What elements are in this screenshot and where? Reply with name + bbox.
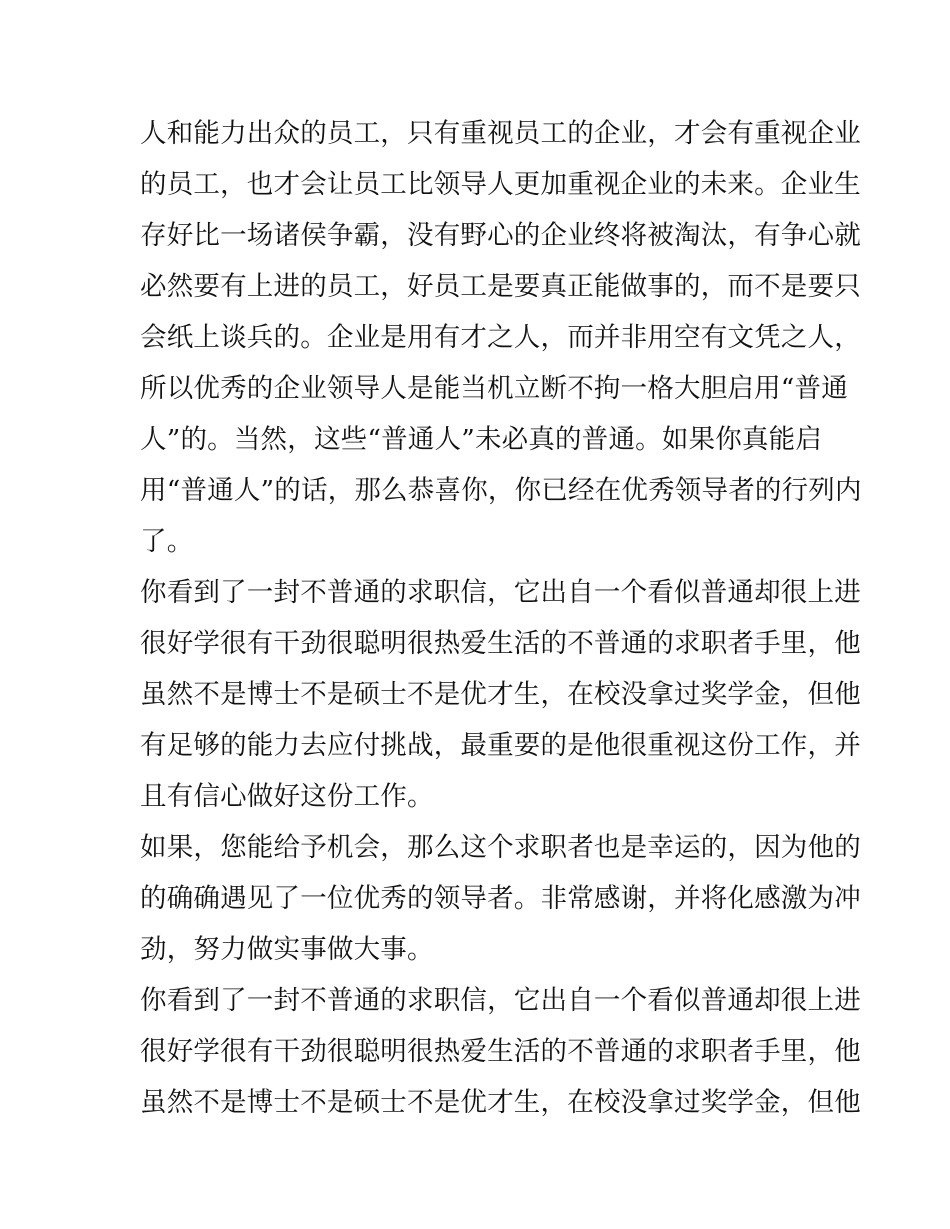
text-line: 你看到了一封不普通的求职信，它出自一个看似普通却很上进 (140, 985, 861, 1016)
text-line: 必然要有上进的员工，好员工是要真正能做事的，而不是要只 (140, 271, 861, 302)
text-line: 人和能力出众的员工，只有重视员工的企业，才会有重视企业 (140, 118, 861, 149)
text-line: 的确确遇见了一位优秀的领导者。非常感谢，并将化感激为冲 (140, 883, 861, 914)
text-line: 虽然不是博士不是硕士不是优才生，在校没拿过奖学金，但他 (140, 1087, 861, 1118)
text-line: 所以优秀的企业领导人是能当机立断不拘一格大胆启用“普通 (140, 373, 848, 404)
text-line: 了。 (140, 526, 194, 557)
text-line: 有足够的能力去应付挑战，最重要的是他很重视这份工作，并 (140, 730, 861, 761)
text-line: 劲，努力做实事做大事。 (140, 934, 434, 965)
text-line: 会纸上谈兵的。企业是用有才之人，而并非用空有文凭之人， (140, 322, 861, 353)
text-line: 如果，您能给予机会，那么这个求职者也是幸运的，因为他的 (140, 832, 861, 863)
text-line: 存好比一场诸侯争霸，没有野心的企业终将被淘汰，有争心就 (140, 220, 861, 251)
text-line: 且有信心做好这份工作。 (140, 781, 434, 812)
text-line: 很好学很有干劲很聪明很热爱生活的不普通的求职者手里，他 (140, 1036, 861, 1067)
text-line: 你看到了一封不普通的求职信，它出自一个看似普通却很上进 (140, 577, 861, 608)
paragraph-1 (140, 108, 862, 567)
text-line: 很好学很有干劲很聪明很热爱生活的不普通的求职者手里，他 (140, 628, 861, 659)
paragraph-4 (140, 975, 861, 1128)
paragraph-2 (140, 567, 861, 822)
paragraph-3 (140, 822, 861, 975)
text-line: 用“普通人”的话，那么恭喜你，你已经在优秀领导者的行列内 (140, 475, 862, 506)
text-line: 的员工，也才会让员工比领导人更加重视企业的未来。企业生 (140, 169, 861, 200)
text-line: 人”的。当然，这些“普通人”未必真的普通。如果你真能启 (140, 424, 823, 455)
text-line: 虽然不是博士不是硕士不是优才生，在校没拿过奖学金，但他 (140, 679, 861, 710)
document-body (140, 108, 862, 1128)
